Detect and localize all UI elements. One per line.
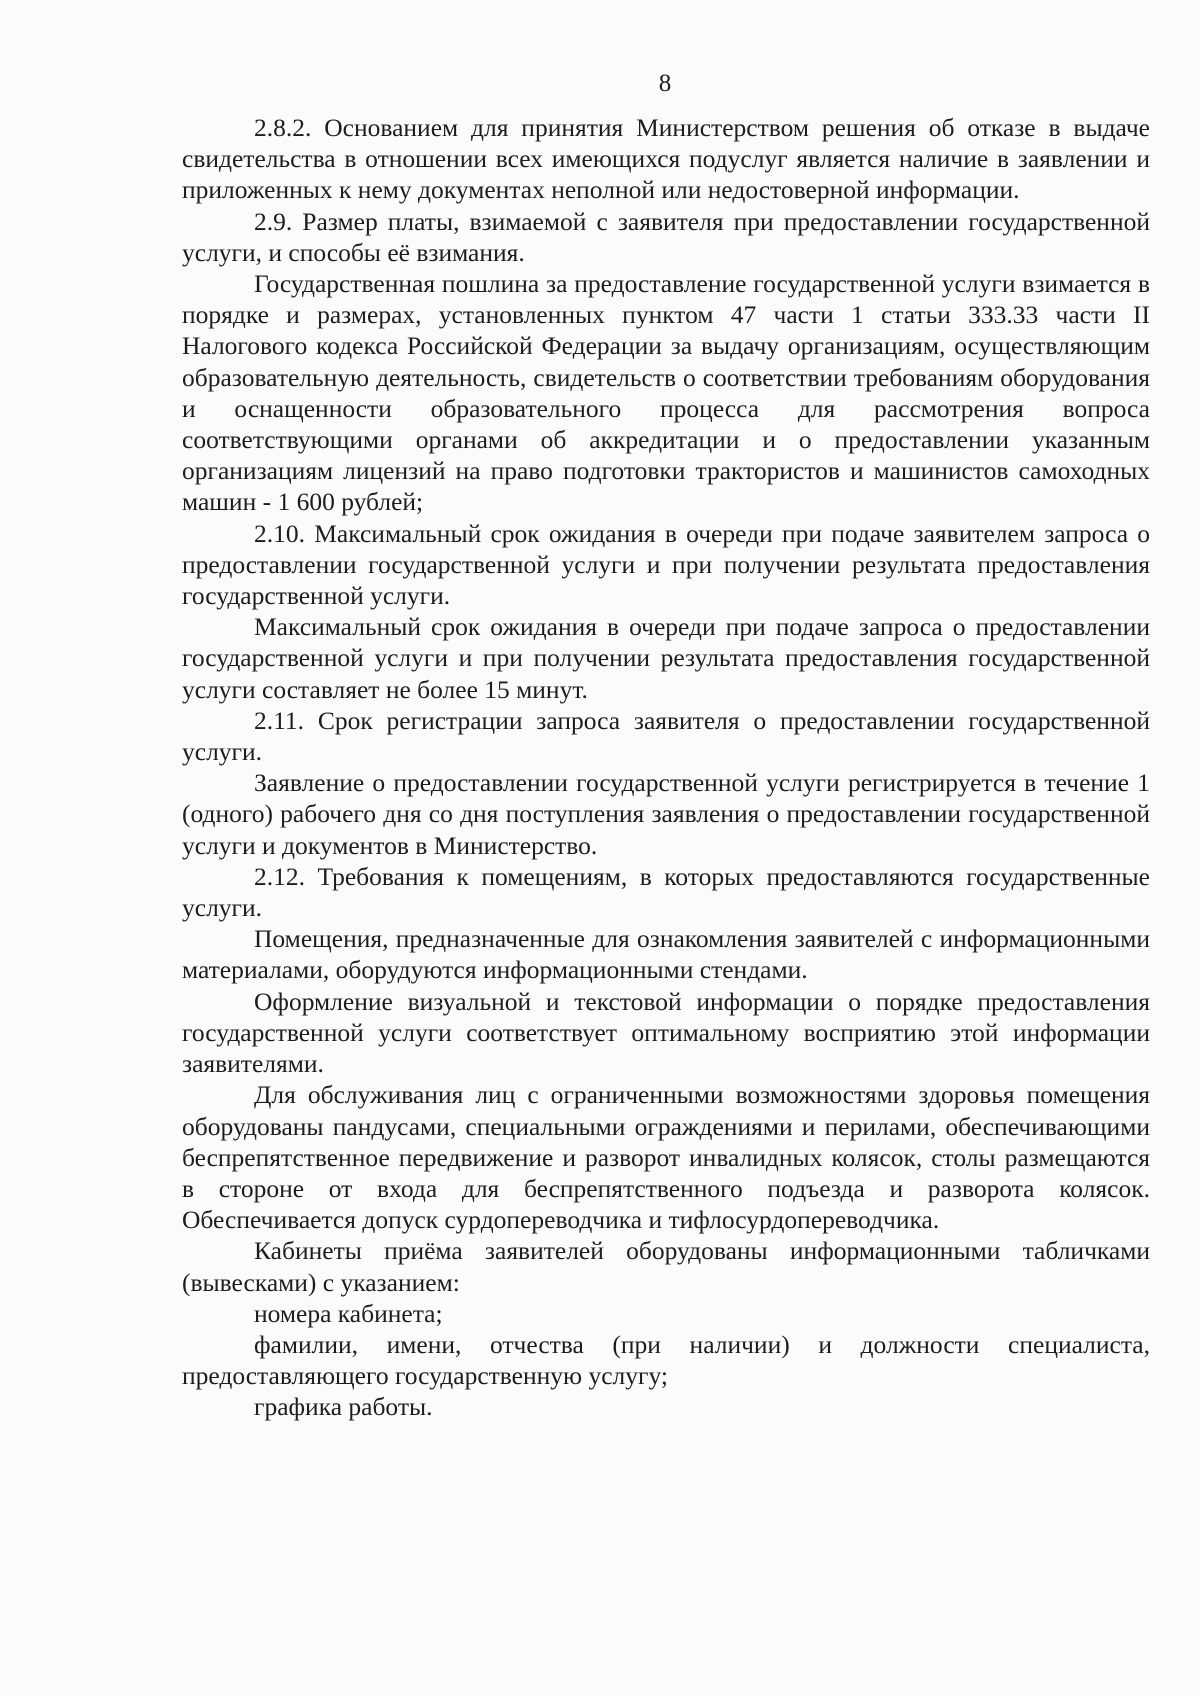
- paragraph-registration: Заявление о предоставлении государственной услуги регистрируется в течение 1 (одного) рабочего дня со дня поступления заявления о предоставлении государственной услуги и документов в Министерство.: [182, 768, 1150, 860]
- paragraph-visual-info: Оформление визуальной и текстовой информации о порядке предоставления государственной услуги соответствует оптимальному восприятию этой информации заявителями.: [182, 986, 1150, 1079]
- list-item-office-number: номера кабинета;: [254, 1298, 443, 1328]
- page-number: 8: [658, 70, 672, 97]
- paragraph-2-11-heading: 2.11. Срок регистрации запроса заявителя о предоставлении государственной услуги.: [182, 705, 1150, 767]
- paragraph-accessibility: Для обслуживания лиц с ограниченными возможностями здоровья помещения оборудованы пандусами, специальными ограждениями и перилами, обеспечивающими беспрепятственное передвижение и разворот инвалидных колясок, столы размещаются в стороне от входа для беспрепятственного подъезда и разворота колясок. Обеспечивается допуск сурдопереводчика и тифлосурдопереводчика.: [182, 1080, 1150, 1235]
- paragraph-2-10-heading: 2.10. Максимальный срок ожидания в очереди при подаче заявителем запроса о предоставлении государственной услуги и при получении результата предоставления государственной услуги.: [182, 518, 1150, 611]
- paragraph-2-12-heading: 2.12. Требования к помещениям, в которых предоставляются государственные услуги.: [182, 861, 1150, 923]
- paragraph-wait-time: Максимальный срок ожидания в очереди при подаче запроса о предоставлении государственной услуги и при получении результата предоставления государственной услуги составляет не более 15 минут.: [182, 612, 1150, 704]
- paragraph-2-9-heading: 2.9. Размер платы, взимаемой с заявителя при предоставлении государственной услуги, и способы её взимания.: [182, 206, 1150, 267]
- paragraph-state-fee: Государственная пошлина за предоставление государственной услуги взимается в порядке и размерах, установленных пунктом 47 части 1 статьи 333.33 части II Налогового кодекса Российской Федерации за выдачу организациям, осуществляющим образовательную деятельность, свидетельств о соответствии требованиям оборудования и оснащенности образовательного процесса для рассмотрения вопроса соответствующими органами об аккредитации и о предоставлении указанным организациям лицензий на право подготовки трактористов и машинистов самоходных машин - 1 600 рублей;: [182, 269, 1150, 517]
- document-body: [182, 112, 1150, 1423]
- paragraph-office-signs: Кабинеты приёма заявителей оборудованы информационными табличками (вывесками) с указанием:: [182, 1236, 1150, 1297]
- paragraph-premises: Помещения, предназначенные для ознакомления заявителей с информационными материалами, оборудуются информационными стендами.: [182, 924, 1150, 985]
- list-item-specialist-name: фамилии, имени, отчества (при наличии) и должности специалиста, предоставляющего государственную услугу;: [182, 1329, 1150, 1391]
- paragraph-2-8-2: 2.8.2. Основанием для принятия Министерством решения об отказе в выдаче свидетельства в отношении всех имеющихся подуслуг является наличие в заявлении и приложенных к нему документах неполной или недостоверной информации.: [182, 113, 1150, 205]
- list-item-work-schedule: графика работы.: [254, 1392, 433, 1422]
